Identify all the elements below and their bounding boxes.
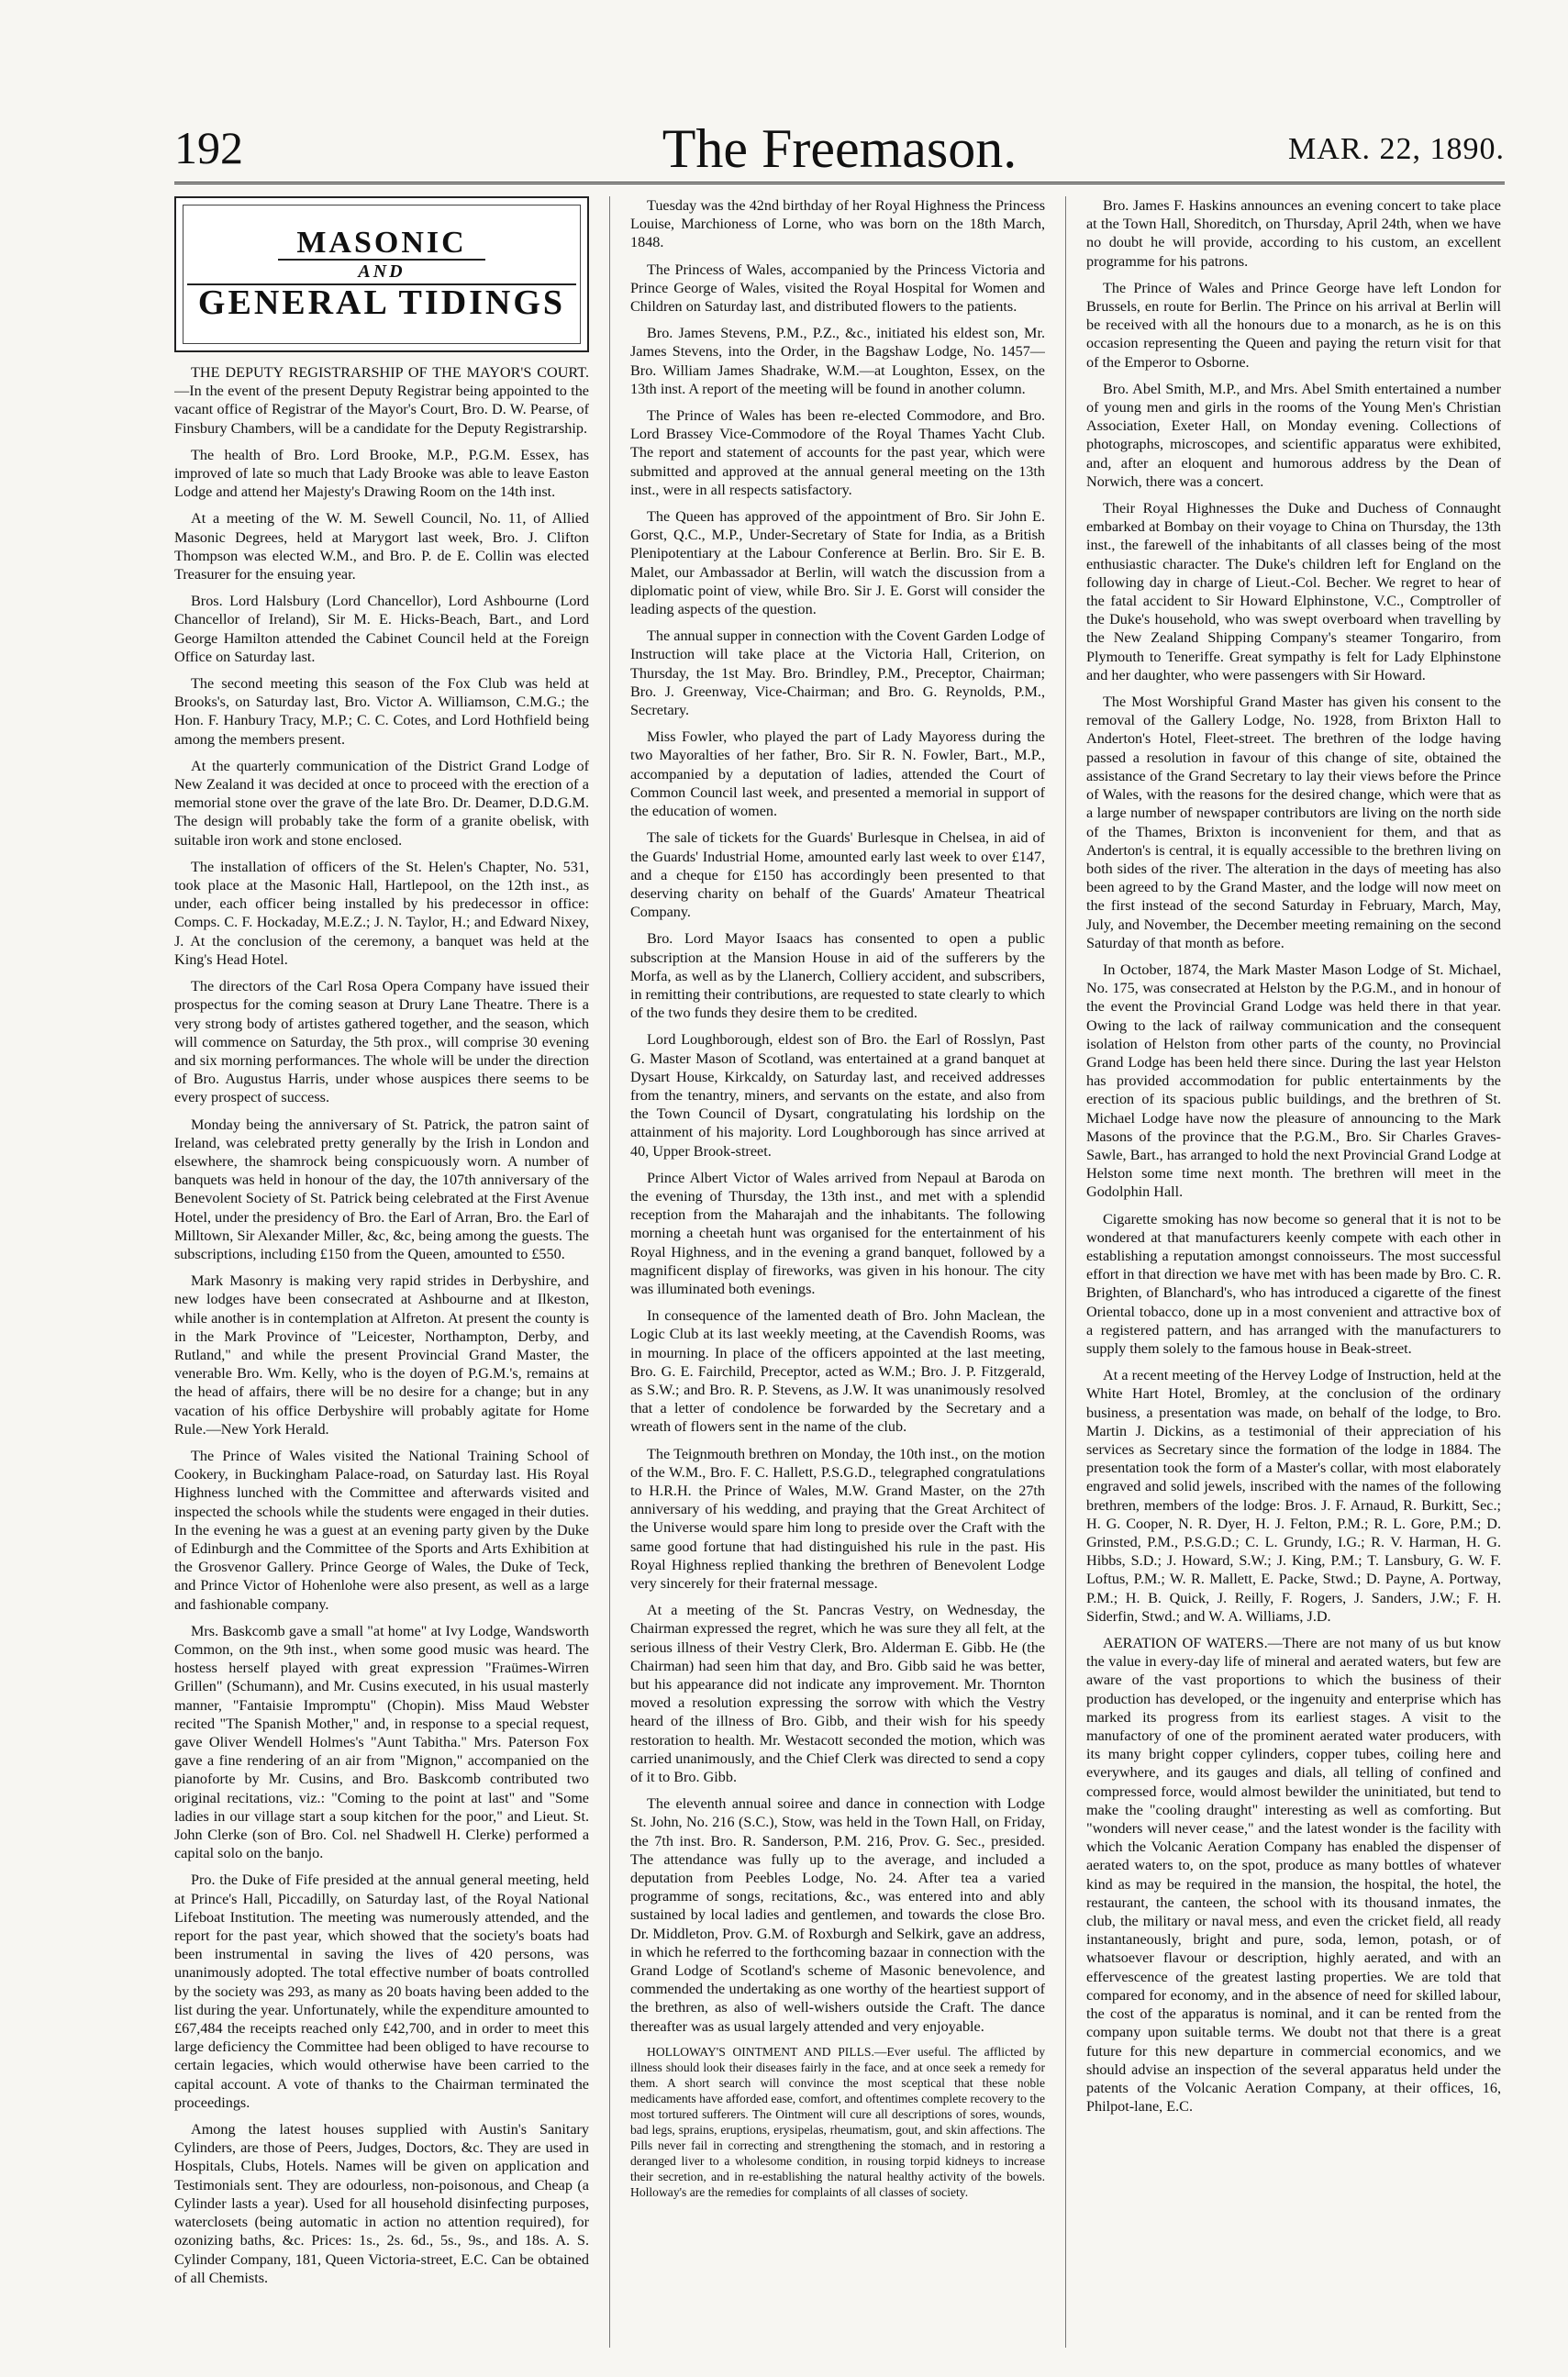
paragraph: The Most Worshipful Grand Master has given his consent to the removal of the Gallery Lodge, No. 1928, from Brixton Hall to Anderton's Hotel, Fleet-street. The brethren of the lodge having passed a resolution in favour of this change of site, obtained the assistance of the Grand Secretary to lay their views before the Prince of Wales, with the reasons for the desired change, which were that as a large number of newspaper contributors are living on the north side of the Thames, Brixton is inconvenient for them, and that as Anderton's is central, it is equally accessible to the brethren living on both sides of the river. The alteration in the days of meeting has also been agreed to by the Grand Master, and the lodge will now meet on the first instead of the second Saturday in February, March, May, July, and November, the December meeting remaining on the second Saturday of that month as before. <box>1086 694 1501 951</box>
paragraph: The eleventh annual soiree and dance in connection with Lodge St. John, No. 216 (S.C.), Stow, was held in the Town Hall, on Friday, the 7th inst. Bro. R. Sanderson, P.M. 216, Prov. G. Sec., presided. The attendance was fully up to the average, and included a deputation from Peebles Lodge, No. 24. After tea a varied programme of songs, recitations, &c., was entered into and ably sustained by local ladies and gentlemen, and towards the close Bro. Dr. Middleton, Prov. G.M. of Roxburgh and Selkirk, gave an address, in which he referred to the forthcoming bazaar in connection with the Grand Lodge of Scotland's scheme of Masonic benevolence, and commended the undertaking as one worthy of the heartiest support of the brethren, as also of well-wishers outside the Craft. The dance thereafter was as usual largely attended and very enjoyable. <box>630 1795 1045 2035</box>
paragraph: The Prince of Wales and Prince George have left London for Brussels, en route for Berlin. The Prince on his arrival at Berlin will be received with all the honours due to a monarch, as he is on this occasion representing the Queen and paying the return visit for that of the Emperor to Osborne. <box>1086 279 1501 371</box>
paragraph: THE DEPUTY REGISTRARSHIP OF THE MAYOR'S COURT.—In the event of the present Deputy Registrar being appointed to the vacant office of Registrar of the Mayor's Court, Bro. D. W. Pearse, of Finsbury Chambers, will be a candidate for the Deputy Registrarship. <box>174 364 589 437</box>
paragraph: The second meeting this season of the Fox Club was held at Brooks's, on Saturday last, Bro. Victor A. Williamson, C.M.G.; the Hon. F. Hanbury Tracy, M.P.; C. C. Cotes, and Lord Hothfield being among the members present. <box>174 675 589 748</box>
section-heading-line-2: AND <box>358 261 406 283</box>
paragraph: The Teignmouth brethren on Monday, the 10th inst., on the motion of the W.M., Bro. F. C. Hallett, P.S.G.D., telegraphed congratulations to H.R.H. the Prince of Wales, M.W. Grand Master, on the 27th anniversary of his wedding, and praying that the Great Architect of the Universe would spare him long to preside over the Craft with the same good fortune that had distinguished his rule in the past. His Royal Highness replied thanking the brethren of Benevolent Lodge very sincerely for their fraternal message. <box>630 1445 1045 1593</box>
paragraph: The health of Bro. Lord Brooke, M.P., P.G.M. Essex, has improved of late so much that Lady Brooke was able to leave Easton Lodge and attend her Majesty's Drawing Room on the 14th inst. <box>174 446 589 501</box>
paragraph: Their Royal Highnesses the Duke and Duchess of Connaught embarked at Bombay on their voyage to China on Thursday, the 13th inst., the farewell of the inhabitants of all classes being of the most enthusiastic character. The Duke's children left for England on the following day in charge of Lieut.-Col. Becher. We regret to hear of the fatal accident to Sir Howard Elphinstone, V.C., Comptroller of the Duke's household, who was swept overboard when travelling by the New Zealand Shipping Company's steamer Tongariro, from Plymouth to Teneriffe. Great sympathy is felt for Lady Elphinstone and her daughter, who were passengers with Sir Howard. <box>1086 500 1501 683</box>
paragraph: Cigarette smoking has now become so general that it is not to be wondered at that manufacturers keenly compete with each other in establishing a reputation amongst connoisseurs. The most successful effort in that direction we have met with has been made by Bro. C. R. Brighten, of Blanchard's, who has introduced a cigarette of the finest Oriental tobacco, done up in a most convenient and attractive box of a registered pattern, and has arranged with the manufacturers to supply them solely to the famous house in Beak-street. <box>1086 1210 1501 1357</box>
column-rule <box>1065 196 1066 2348</box>
paragraph: At a meeting of the St. Pancras Vestry, on Wednesday, the Chairman expressed the regret, which he was sure they all felt, at the serious illness of their Vestry Clerk, Bro. Alderman E. Gibb. He (the Chairman) had seen him that day, and Bro. Gibb said he was better, but his appearance did not indicate any improvement. Mr. Thornton moved a resolution expressing the sorrow with which the Vestry heard of the illness of Bro. Gibb, and their wish for his speedy restoration to health. Mr. Westacott seconded the motion, which was carried unanimously, and the Chief Clerk was directed to send a copy of it to Bro. Gibb. <box>630 1602 1045 1786</box>
paragraph: The Queen has approved of the appointment of Bro. Sir John E. Gorst, Q.C., M.P., Under-Secretary of State for India, as a British Plenipotentiary at the Labour Conference at Berlin. Bro. Sir E. B. Malet, our Ambassador at Berlin, will watch the discussion from a diplomatic point of view, while Bro. Sir J. E. Gorst will consider the leading aspects of the question. <box>630 508 1045 618</box>
column-rule <box>609 196 610 2348</box>
article-columns <box>174 196 1505 2348</box>
advertisement: HOLLOWAY'S OINTMENT AND PILLS.—Ever useful. The afflicted by illness should look their diseases fairly in the face, and at once seek a remedy for them. A short search will convince the most sceptical that these noble medicaments have afforded ease, comfort, and oftentimes complete recovery to the most tortured sufferers. The Ointment will cure all descriptions of sores, wounds, bad legs, sprains, eruptions, erysipelas, rheumatism, gout, and skin affections. The Pills never fail in correcting and strengthening the stomach, and in restoring a deranged liver to a wholesome condition, in rousing torpid kidneys to increase their secretion, and in re-establishing the natural healthy activity of the bowels. Holloway's are the remedies for complaints of all classes of society. <box>630 2044 1045 2199</box>
paragraph: At a meeting of the W. M. Sewell Council, No. 11, of Allied Masonic Degrees, held at Marygort last week, Bro. J. Clifton Thompson was elected W.M., and Bro. P. de E. Collin was elected Treasurer for the ensuing year. <box>174 510 589 583</box>
paragraph: Lord Loughborough, eldest son of Bro. the Earl of Rosslyn, Past G. Master Mason of Scotland, was entertained at a grand banquet at Dysart House, Kirkcaldy, on Saturday last, and received addresses from the tenantry, miners, and servants on the estate, and also from the Town Council of Dysart, congratulating his lordship on the attainment of his majority. Lord Loughborough has since arrived at 40, Upper Brook-street. <box>630 1031 1045 1160</box>
page-number: 192 <box>174 122 243 173</box>
paragraph: At a recent meeting of the Hervey Lodge of Instruction, held at the White Hart Hotel, Bromley, at the conclusion of the ordinary business, a presentation was made, on behalf of the lodge, to Bro. Martin J. Dickins, as a testimonial of their appreciation of his services as Secretary since the formation of the lodge in 1884. The presentation took the form of a Master's collar, with most elaborately engraved and solid jewels, inscribed with the names of the following brethren, members of the lodge: Bros. J. F. Arnaud, R. Burkitt, Sec.; H. G. Cooper, N. R. Dyer, H. J. Felton, P.M.; R. L. Gore, P.M.; D. Grinsted, P.M., P.S.G.D.; C. L. Grundy, I.G.; R. V. Harman, H. G. Hibbs, S.D.; J. Howard, S.W.; J. King, P.M.; T. Lansbury, G. W. F. Loftus, P.M.; W. R. Mallett, E. Packe, Stwd.; D. Payne, A. Portway, P.M.; H. B. Quick, J. Reilly, F. Rogers, J. Sanders, J.W.; F. H. Siderfin, Stwd.; and W. A. Williams, J.D. <box>1086 1367 1501 1625</box>
paragraph: The installation of officers of the St. Helen's Chapter, No. 531, took place at the Masonic Hall, Hartlepool, on the 12th inst., as under, each officer being installed by his predecessor in office: Comps. C. F. Hockaday, M.E.Z.; J. N. Taylor, H.; and Edward Nixey, J. At the conclusion of the ceremony, a banquet was held at the King's Head Hotel. <box>174 858 589 968</box>
masthead <box>174 117 1505 184</box>
section-heading <box>174 196 589 352</box>
paragraph: Bro. James Stevens, P.M., P.Z., &c., initiated his eldest son, Mr. James Stevens, into the Order, in the Bagshaw Lodge, No. 1457—Bro. William James Shadrake, W.M.—at Loughton, Essex, on the 13th inst. A report of the meeting will be found in another column. <box>630 325 1045 397</box>
paragraph: The Princess of Wales, accompanied by the Princess Victoria and Prince George of Wales, visited the Royal Hospital for Women and Children on Saturday last, and distributed flowers to the patients. <box>630 261 1045 316</box>
paragraph: Bro. Abel Smith, M.P., and Mrs. Abel Smith entertained a number of young men and girls in the rooms of the Young Men's Christian Association, Exeter Hall, on Monday evening. Collections of photographs, microscopes, and scientific apparatus were exhibited, and, after an eloquent and humorous address by the Dean of Norwich, there was a concert. <box>1086 380 1501 490</box>
paragraph: Mark Masonry is making very rapid strides in Derbyshire, and new lodges have been consecrated at Ashbourne and at Ilkeston, while another is in contemplation at Alfreton. At present the county is in the Mark Province of "Leicester, Northampton, Derby, and Rutland," and while the present Provincial Grand Master, the venerable Bro. Wm. Kelly, who is the doyen of P.G.M.'s, remains at the head of affairs, there will be no desire for a change; but in any vacation of his office Derbyshire will probably agitate for Home Rule.—New York Herald. <box>174 1272 589 1438</box>
paragraph: Prince Albert Victor of Wales arrived from Nepaul at Baroda on the evening of Thursday, the 13th inst., and met with a splendid reception from the Maharajah and the inhabitants. The following morning a cheetah hunt was organised for the entertainment of his Royal Highness, and in the evening a grand banquet, followed by a magnificent display of fireworks, was given in his honour. The city was illuminated both evenings. <box>630 1169 1045 1297</box>
column-1 <box>174 196 589 2348</box>
paragraph: The annual supper in connection with the Covent Garden Lodge of Instruction will take place at the Victoria Hall, Criterion, on Thursday, the 1st May. Bro. Brindley, P.M., Preceptor, Chairman; Bro. J. Greenway, Vice-Chairman; and Bro. G. Reynolds, P.M., Secretary. <box>630 628 1045 719</box>
section-heading-line-1: MASONIC <box>278 227 484 261</box>
paragraph: Miss Fowler, who played the part of Lady Mayoress during the two Mayoralties of her father, Bro. Sir R. N. Fowler, Bart., M.P., accompanied by a deputation of ladies, attended the Court of Common Council last week, and presented a memorial in support of the education of women. <box>630 728 1045 820</box>
paragraph: In consequence of the lamented death of Bro. John Maclean, the Logic Club at its last weekly meeting, at the Cavendish Rooms, was in mourning. In place of the officers appointed at the last meeting, Bro. G. E. Fairchild, Preceptor, acted as W.M.; Bro. J. P. Fitzgerald, as S.W.; and Bro. R. P. Stevens, as J.W. It was unanimously resolved that a letter of condolence be forwarded by the Secretary and a wreath of flowers sent in the name of the club. <box>630 1307 1045 1436</box>
paragraph: Tuesday was the 42nd birthday of her Royal Highness the Princess Louise, Marchioness of Lorne, who was born on the 18th March, 1848. <box>630 197 1045 251</box>
paragraph: Bro. James F. Haskins announces an evening concert to take place at the Town Hall, Shoreditch, on Thursday, April 24th, when we have no doubt he will provide, according to his custom, an excellent programme for his patrons. <box>1086 197 1501 270</box>
paragraph: Monday being the anniversary of St. Patrick, the patron saint of Ireland, was celebrated pretty generally by the Irish in London and elsewhere, the shamrock being conspicuously worn. A number of banquets was held in honour of the day, the 107th anniversary of the Benevolent Society of St. Patrick being celebrated at the First Avenue Hotel, under the presidency of Bro. the Earl of Arran, Bro. the Earl of Milltown, Sir Alexander Miller, &c, &c, being among the guests. The subscriptions, including £150 from the Queen, amounted to £550. <box>174 1116 589 1262</box>
paragraph: The Prince of Wales visited the National Training School of Cookery, in Buckingham Palace-road, on Saturday last. His Royal Highness lunched with the Committee and afterwards visited and inspected the schools while the students were engaged in their duties. In the evening he was a guest at an evening party given by the Duke of Edinburgh and the Committee of the Sports and Arts Exhibition at the Grosvenor Gallery. Prince George of Wales, the Duke of Teck, and Prince Victor of Hohenlohe were also present, as well as a large and fashionable company. <box>174 1447 589 1613</box>
paragraph: Pro. the Duke of Fife presided at the annual general meeting, held at Prince's Hall, Piccadilly, on Saturday last, of the Royal National Lifeboat Institution. The meeting was numerously attended, and the report for the past year, which showed that the society's boats had been instrumental in saving the lives of 420 persons, was unanimously adopted. The total effective number of boats controlled by the society was 293, as many as 20 boats having been added to the list during the year. Unfortunately, while the expenditure amounted to £67,484 the receipts reached only £42,700, and in order to meet this large deficiency the Committee had been obliged to have recourse to certain legacies, which would otherwise have been carried to the capital account. A vote of thanks to the Chairman terminated the proceedings. <box>174 1872 589 2111</box>
newspaper-title: The Freemason. <box>662 118 1018 179</box>
section-heading-line-3: GENERAL TIDINGS <box>187 283 576 322</box>
paragraph: Among the latest houses supplied with Austin's Sanitary Cylinders, are those of Peers, Judges, Doctors, &c. They are used in Hospitals, Clubs, Hotels. Names will be given on application and Testimonials sent. They are odourless, non-poisonous, and Cheap (a Cylinder lasts a year). Used for all household disinfecting purposes, waterclosets (being automatic in action no attention required), for ozonizing baths, &c. Prices: 1s., 2s. 6d., 5s., 9s., and 18s. A. S. Cylinder Company, 181, Queen Victoria-street, E.C. Can be obtained of all Chemists. <box>174 2121 589 2286</box>
issue-date: MAR. 22, 1890. <box>1288 132 1505 166</box>
paragraph: Mrs. Baskcomb gave a small "at home" at Ivy Lodge, Wandsworth Common, on the 9th inst., when some good music was heard. The hostess herself played with great expression "Fraümes-Wirren Grillen" (Schumann), and Mr. Cusins executed, in his usual masterly manner, "Fantaisie Impromptu" (Chopin). Miss Maud Webster recited "The Spanish Mother," and, in response to a special request, gave Oliver Wendell Holmes's "Aunt Tabitha." Mrs. Paterson Fox gave a fine rendering of an air from "Mignon," accompanied on the pianoforte by Mr. Cusins, and Bro. Baskcomb contributed two original recitations, viz.: "Coming to the point at last" and "Some ladies in our village start a soup kitchen for the poor," and Lieut. St. John Clerke (son of Bro. Col. nel Shadwell H. Clerke) performed a capital solo on the banjo. <box>174 1622 589 1862</box>
column-3 <box>1086 196 1501 2348</box>
paragraph: The Prince of Wales has been re-elected Commodore, and Bro. Lord Brassey Vice-Commodore of the Royal Thames Yacht Club. The report and statement of accounts for the past year, which were submitted and approved at the annual general meeting on the 13th inst., were in all respects satisfactory. <box>630 407 1045 498</box>
paragraph: At the quarterly communication of the District Grand Lodge of New Zealand it was decided at once to proceed with the erection of a memorial stone over the grave of the late Bro. Dr. Deamer, D.D.G.M. The design will probably take the form of a granite obelisk, with suitable iron work and stone enclosed. <box>174 757 589 849</box>
paragraph: Bro. Lord Mayor Isaacs has consented to open a public subscription at the Mansion House in aid of the sufferers by the Morfa, as well as by the Llanerch, Colliery accident, and subscribers, in remitting their contributions, are requested to state clearly to which of the two funds they desire them to be credited. <box>630 930 1045 1022</box>
paragraph: Bros. Lord Halsbury (Lord Chancellor), Lord Ashbourne (Lord Chancellor of Ireland), Sir M. E. Hicks-Beach, Bart., and Lord George Hamilton attended the Cabinet Council held at the Foreign Office on Saturday last. <box>174 593 589 665</box>
paragraph: AERATION OF WATERS.—There are not many of us but know the value in every-day life of mineral and aerated waters, but few are aware of the vast proportions to which the business of their production has developed, or the ingenuity and enterprise which has marked its progress from its earliest stages. A visit to the manufactory of one of the prominent aerated water producers, with its many bright copper cylinders, copper tubes, coiling here and everywhere, and its gauges and dials, all telling of confined and compressed force, would almost bewilder the uninitiated, but tend to make the "cooling draught" interesting as well as comforting. But "wonders will never cease," and the latest wonder is the facility with which the Volcanic Aeration Company has enabled the dispenser of aerated waters to, on the spot, produce as many bottles of whatever kind as may be required in the mansion, the hospital, the hotel, the restaurant, the canteen, the school with its thousand inmates, the club, the military or naval mess, and even the cricket field, all ready instantaneously, bright and pure, soda, lemon, potash, or of whatsoever flavour or description, highly aerated, and with an effervescence of the greatest lasting properties. We are told that compared for economy, and in the absence of need for skilled labour, the cost of the apparatus is nominal, and it can be rented from the company upon suitable terms. We doubt not that there is a great future for this new departure in commercial economics, and we should advise an inspection of the several apparatus held under the patents of the Volcanic Aeration Company, at their offices, 16, Philpot-lane, E.C. <box>1086 1635 1501 2116</box>
paragraph: The directors of the Carl Rosa Opera Company have issued their prospectus for the coming season at Drury Lane Theatre. There is a very strong body of artistes gathered together, and the season, which will commence on Saturday, the 5th prox., will comprise 30 evening and six morning performances. The whole will be under the direction of Bro. Augustus Harris, under whose auspices there seems to be every prospect of success. <box>174 978 589 1106</box>
paragraph: In October, 1874, the Mark Master Mason Lodge of St. Michael, No. 175, was consecrated at Helston by the P.G.M., and in honour of the event the Provincial Grand Lodge was held there in that year. Owing to the lack of railway communication and the consequent isolation of Helston from other parts of the county, no Provincial Grand Lodge has been held there since. During the last year Helston has provided accommodation for public entertainments by the erection of its spacious public buildings, and the brethren of St. Michael Lodge have now the pleasure of announcing to the Mark Masons of the province that the P.G.M., Bro. Sir Charles Graves-Sawle, Bart., has arranged to hold the next Provincial Grand Lodge at Helston some time next month. The brethren will meet in the Godolphin Hall. <box>1086 961 1501 1201</box>
column-2 <box>630 196 1045 2348</box>
paragraph: The sale of tickets for the Guards' Burlesque in Chelsea, in aid of the Guards' Industrial Home, amounted early last week to over £147, and a cheque for £150 has accordingly been presented to that deserving charity on behalf of the Guards' Amateur Theatrical Company. <box>630 829 1045 921</box>
